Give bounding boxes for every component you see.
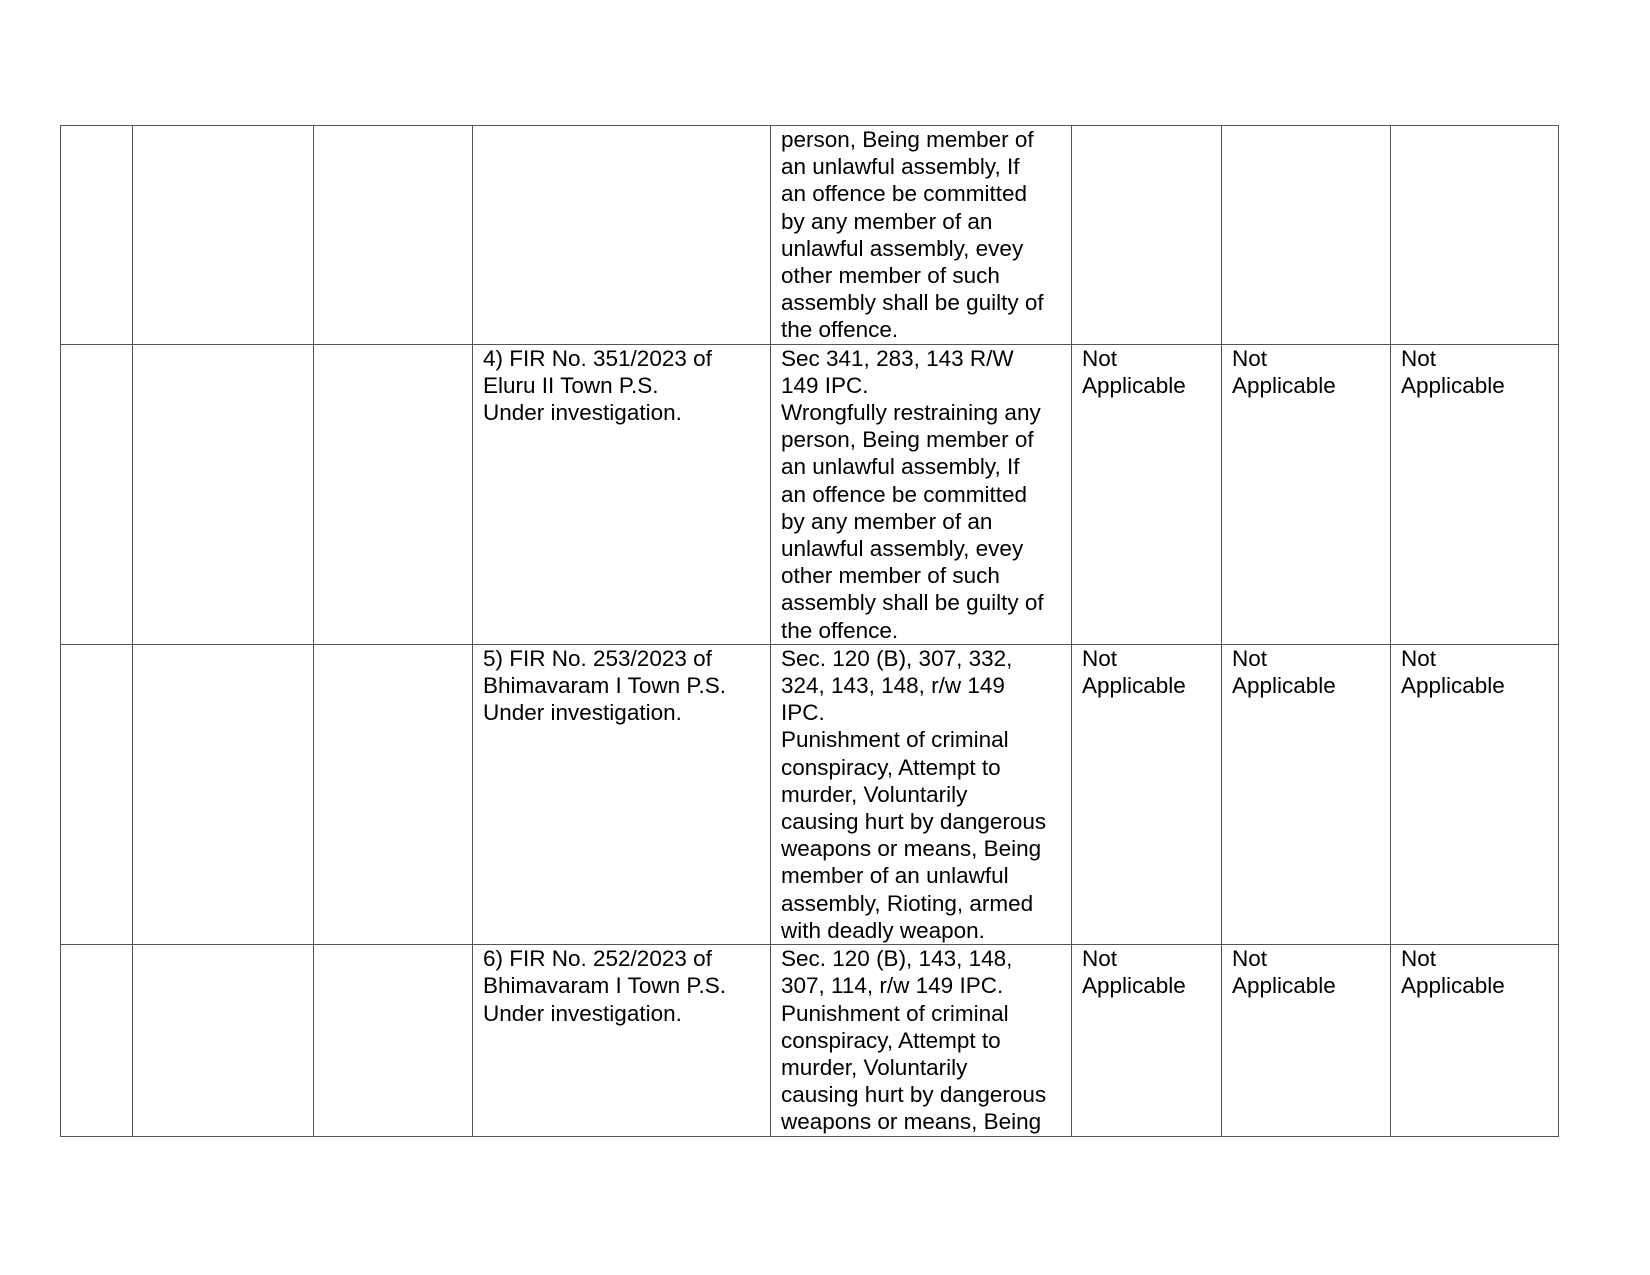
- details-cell: [314, 945, 473, 1137]
- applicability-cell-3: Not Applicable: [1391, 945, 1559, 1137]
- applicability-cell-2: Not Applicable: [1222, 945, 1391, 1137]
- serial-cell: [61, 344, 133, 644]
- serial-cell: [61, 644, 133, 944]
- table-row: [61, 945, 1559, 1137]
- sections-cell: Sec. 120 (B), 143, 148, 307, 114, r/w 149 IPC. Punishment of criminal conspiracy, Attempt to murder, Voluntarily causing hurt by dangerous weapons or means, Being: [771, 945, 1072, 1137]
- details-cell: [314, 126, 473, 345]
- sections-cell: Sec. 120 (B), 307, 332, 324, 143, 148, r/w 149 IPC. Punishment of criminal conspiracy, Attempt to murder, Voluntarily causing hurt by dangerous weapons or means, Being member of an unlawful assembly, Rioting, armed with deadly weapon.: [771, 644, 1072, 944]
- applicability-cell-3: Not Applicable: [1391, 344, 1559, 644]
- serial-cell: [61, 945, 133, 1137]
- applicability-cell-1: Not Applicable: [1072, 945, 1222, 1137]
- fir-cell: 4) FIR No. 351/2023 of Eluru II Town P.S. Under investigation.: [473, 344, 771, 644]
- fir-cell: [473, 126, 771, 345]
- name-cell: [133, 945, 314, 1137]
- sections-cell: person, Being member of an unlawful assembly, If an offence be committed by any member of an unlawful assembly, evey other member of such assembly shall be guilty of the offence.: [771, 126, 1072, 345]
- fir-cell: 6) FIR No. 252/2023 of Bhimavaram I Town P.S. Under investigation.: [473, 945, 771, 1137]
- applicability-cell-3: Not Applicable: [1391, 644, 1559, 944]
- applicability-cell-3: [1391, 126, 1559, 345]
- applicability-cell-2: [1222, 126, 1391, 345]
- fir-cell: 5) FIR No. 253/2023 of Bhimavaram I Town P.S. Under investigation.: [473, 644, 771, 944]
- table-row: [61, 644, 1559, 944]
- table-row: [61, 344, 1559, 644]
- name-cell: [133, 644, 314, 944]
- applicability-cell-1: Not Applicable: [1072, 344, 1222, 644]
- table-row: [61, 126, 1559, 345]
- serial-cell: [61, 126, 133, 345]
- case-details-table: [60, 125, 1559, 1137]
- applicability-cell-2: Not Applicable: [1222, 344, 1391, 644]
- sections-cell: Sec 341, 283, 143 R/W 149 IPC. Wrongfully restraining any person, Being member of an unlawful assembly, If an offence be committed by any member of an unlawful assembly, evey other member of such assembly shall be guilty of the offence.: [771, 344, 1072, 644]
- details-cell: [314, 344, 473, 644]
- name-cell: [133, 126, 314, 345]
- name-cell: [133, 344, 314, 644]
- applicability-cell-1: [1072, 126, 1222, 345]
- details-cell: [314, 644, 473, 944]
- applicability-cell-1: Not Applicable: [1072, 644, 1222, 944]
- applicability-cell-2: Not Applicable: [1222, 644, 1391, 944]
